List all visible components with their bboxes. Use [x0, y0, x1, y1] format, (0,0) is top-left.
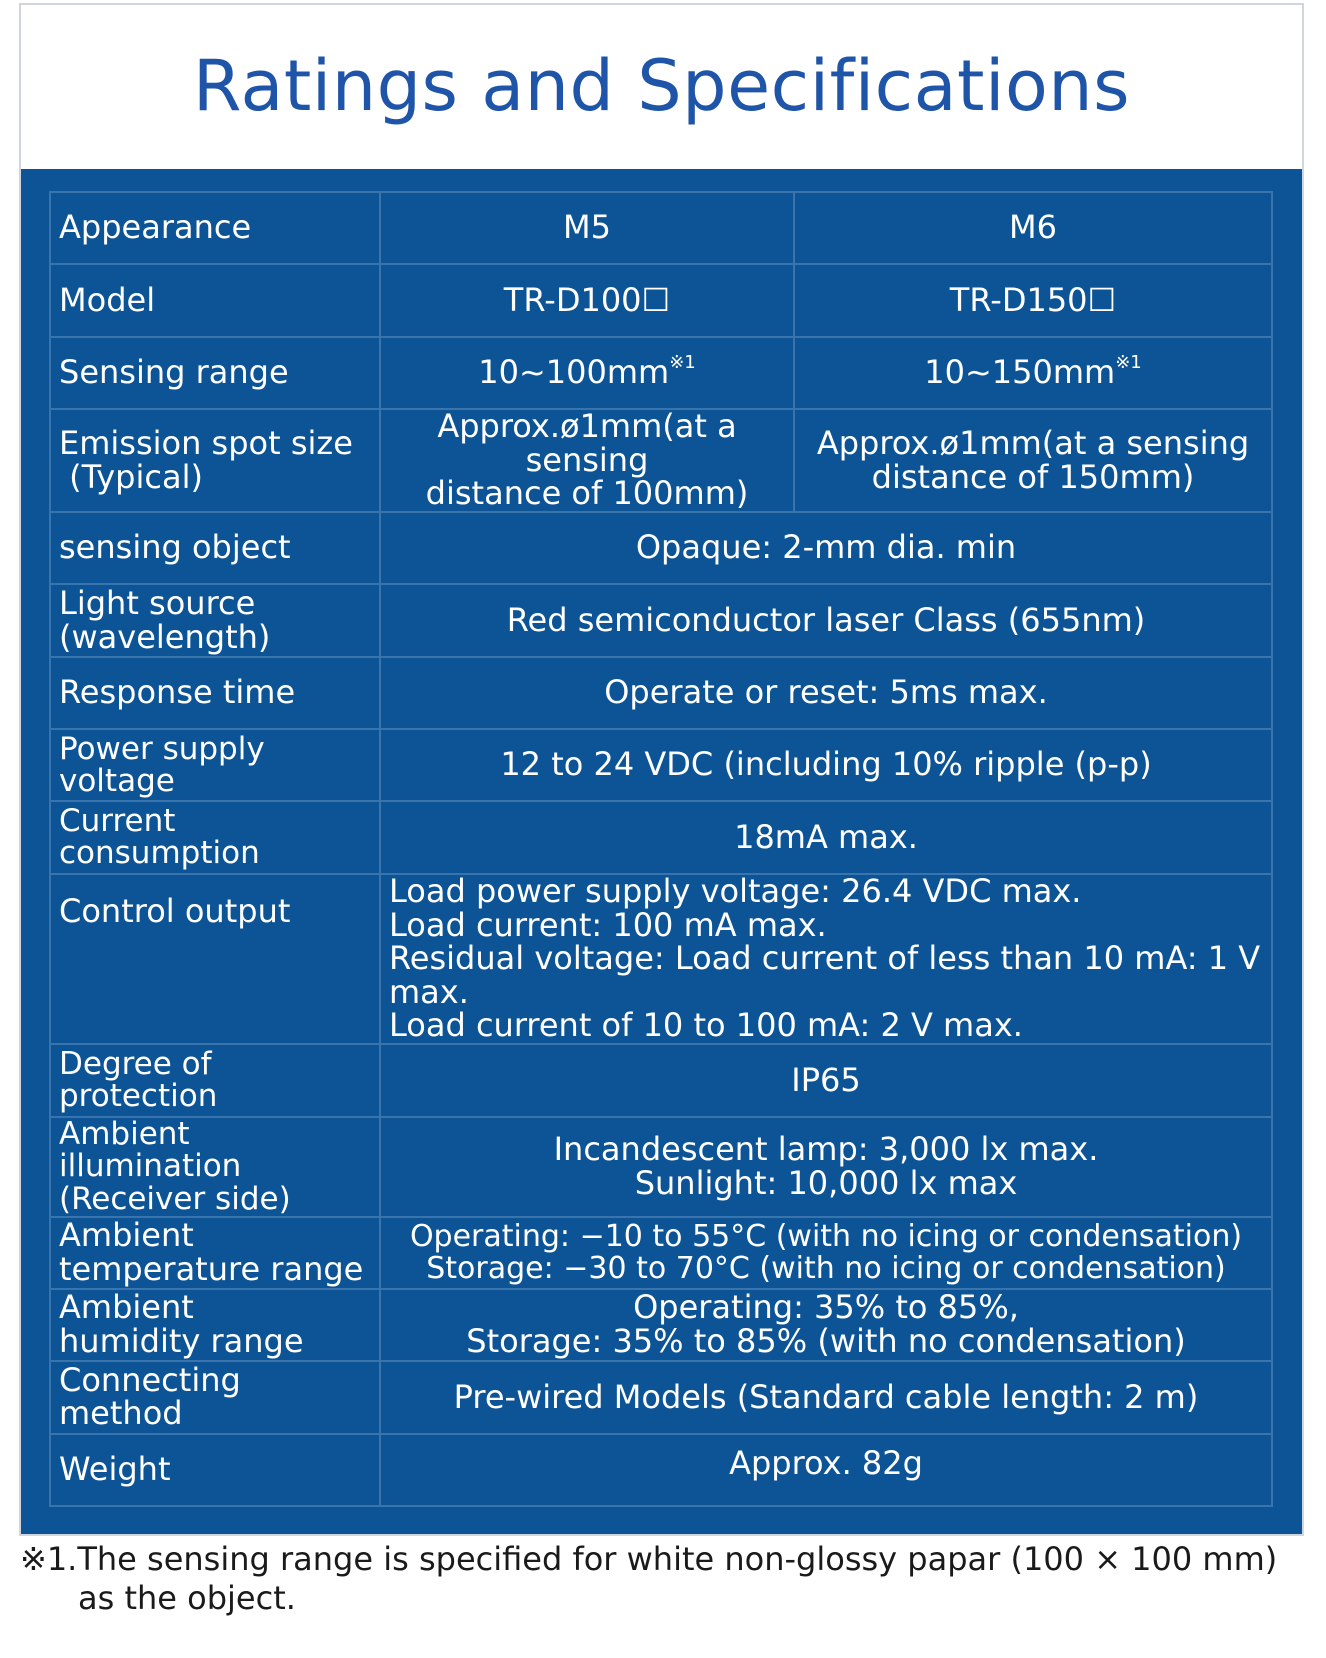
m6-sensing-range	[794, 337, 1272, 409]
label-line-2: humidity range	[59, 1322, 304, 1361]
response-time-value: Operate or reset: 5ms max.	[380, 657, 1272, 729]
table-row	[50, 1361, 1272, 1433]
table-row	[50, 1434, 1272, 1506]
table-row	[50, 584, 1272, 656]
m6-spot-size	[794, 409, 1272, 512]
label-line-1: Light source	[59, 583, 256, 622]
value-line-2: distance of 150mm)	[871, 457, 1195, 496]
value-line-1: Approx.ø1mm(at a sensing	[437, 407, 737, 479]
table-row	[50, 1044, 1272, 1116]
m6-range-value: 10~150mm	[924, 352, 1116, 391]
row-label-model: Model	[50, 264, 380, 336]
row-label-current: Current consumption	[50, 801, 380, 873]
page-title: Ratings and Specifications	[192, 45, 1131, 127]
m5-header: M5	[380, 192, 794, 264]
row-label-spot-size	[50, 409, 380, 512]
protection-value: IP65	[380, 1044, 1272, 1116]
label-line-1: Ambient	[59, 1216, 194, 1255]
table-row	[50, 264, 1272, 336]
value-line-1: Operating: −10 to 55°C (with no icing or condensation)	[409, 1219, 1243, 1255]
footnote-line-1: ※1.The sensing range is specified for white non-glossy papar (100 × 100 mm)	[20, 1540, 1278, 1578]
table-row	[50, 337, 1272, 409]
row-label-sensing-range: Sensing range	[50, 337, 380, 409]
row-label-protection: Degree of protection	[50, 1044, 380, 1116]
footnote-mark: ※1	[1115, 351, 1142, 373]
table-row	[50, 192, 1272, 264]
label-line-1: Ambient illumination	[59, 1115, 242, 1185]
table-row	[50, 1289, 1272, 1361]
control-line-4: Load current of 10 to 100 mA: 2 V max.	[389, 1006, 1023, 1045]
row-label-illumination	[50, 1117, 380, 1217]
control-line-2: Load current: 100 mA max.	[389, 905, 827, 944]
m6-header: M6	[794, 192, 1272, 264]
value-line-2: distance of 100mm)	[425, 474, 749, 513]
row-label-sensing-object: sensing object	[50, 512, 380, 584]
row-label-temperature	[50, 1217, 380, 1289]
value-line-2: Sunlight: 10,000 lx max	[634, 1163, 1018, 1202]
footnote-line-2: as the object.	[78, 1579, 296, 1618]
m6-model: TR-D150☐	[794, 264, 1272, 336]
row-label-connecting: Connecting method	[50, 1361, 380, 1433]
footnote	[20, 1540, 1310, 1618]
control-line-3: Residual voltage: Load current of less than 10 mA: 1 V max.	[389, 939, 1261, 1011]
control-output-value	[380, 871, 1272, 1045]
table-row	[50, 729, 1272, 801]
m5-spot-size	[380, 409, 794, 512]
table-row	[50, 512, 1272, 584]
control-line-1: Load power supply voltage: 26.4 VDC max.	[389, 871, 1082, 910]
table-row	[50, 1117, 1272, 1217]
row-label-humidity	[50, 1289, 380, 1361]
value-line-1: Incandescent lamp: 3,000 lx max.	[553, 1130, 1099, 1169]
row-label-power-supply: Power supply voltage	[50, 729, 380, 801]
table-row	[50, 1217, 1272, 1289]
current-value: 18mA max.	[380, 801, 1272, 873]
spec-table	[49, 191, 1273, 1507]
label-line-1: Emission spot size	[59, 423, 353, 462]
table-row	[50, 657, 1272, 729]
label-line-2: (Typical)	[59, 457, 203, 496]
power-supply-value: 12 to 24 VDC (including 10% ripple (p-p)	[380, 729, 1272, 801]
illumination-value	[380, 1117, 1272, 1217]
temperature-value	[380, 1217, 1272, 1289]
row-label-weight: Weight	[50, 1434, 380, 1506]
row-label-control-output: Control output	[50, 874, 380, 1045]
value-line-2: Storage: 35% to 85% (with no condensation)	[466, 1322, 1186, 1361]
light-source-value: Red semiconductor laser Class (655nm)	[380, 584, 1272, 656]
label-line-2: (Receiver side)	[59, 1180, 291, 1217]
row-label-appearance: Appearance	[50, 192, 380, 264]
table-row	[50, 801, 1272, 873]
weight-value: Approx. 82g	[380, 1434, 1272, 1506]
footnote-mark: ※1	[669, 351, 696, 373]
label-line-2: (wavelength)	[59, 617, 271, 656]
m5-sensing-range	[380, 337, 794, 409]
value-line-1: Approx.ø1mm(at a sensing	[816, 423, 1250, 462]
row-label-light-source	[50, 584, 380, 656]
row-label-response-time: Response time	[50, 657, 380, 729]
label-line-1: Ambient	[59, 1288, 194, 1327]
table-row	[50, 874, 1272, 1045]
label-line-2: temperature range	[59, 1249, 364, 1288]
m5-range-value: 10~100mm	[478, 352, 670, 391]
value-line-1: Operating: 35% to 85%,	[633, 1288, 1019, 1327]
connecting-value: Pre-wired Models (Standard cable length: 2 m)	[380, 1361, 1272, 1433]
m5-model: TR-D100☐	[380, 264, 794, 336]
sensing-object-value: Opaque: 2-mm dia. min	[380, 512, 1272, 584]
value-line-2: Storage: −30 to 70°C (with no icing or condensation)	[426, 1250, 1226, 1286]
spec-panel	[21, 169, 1302, 1534]
humidity-value	[380, 1289, 1272, 1361]
table-row	[50, 409, 1272, 512]
